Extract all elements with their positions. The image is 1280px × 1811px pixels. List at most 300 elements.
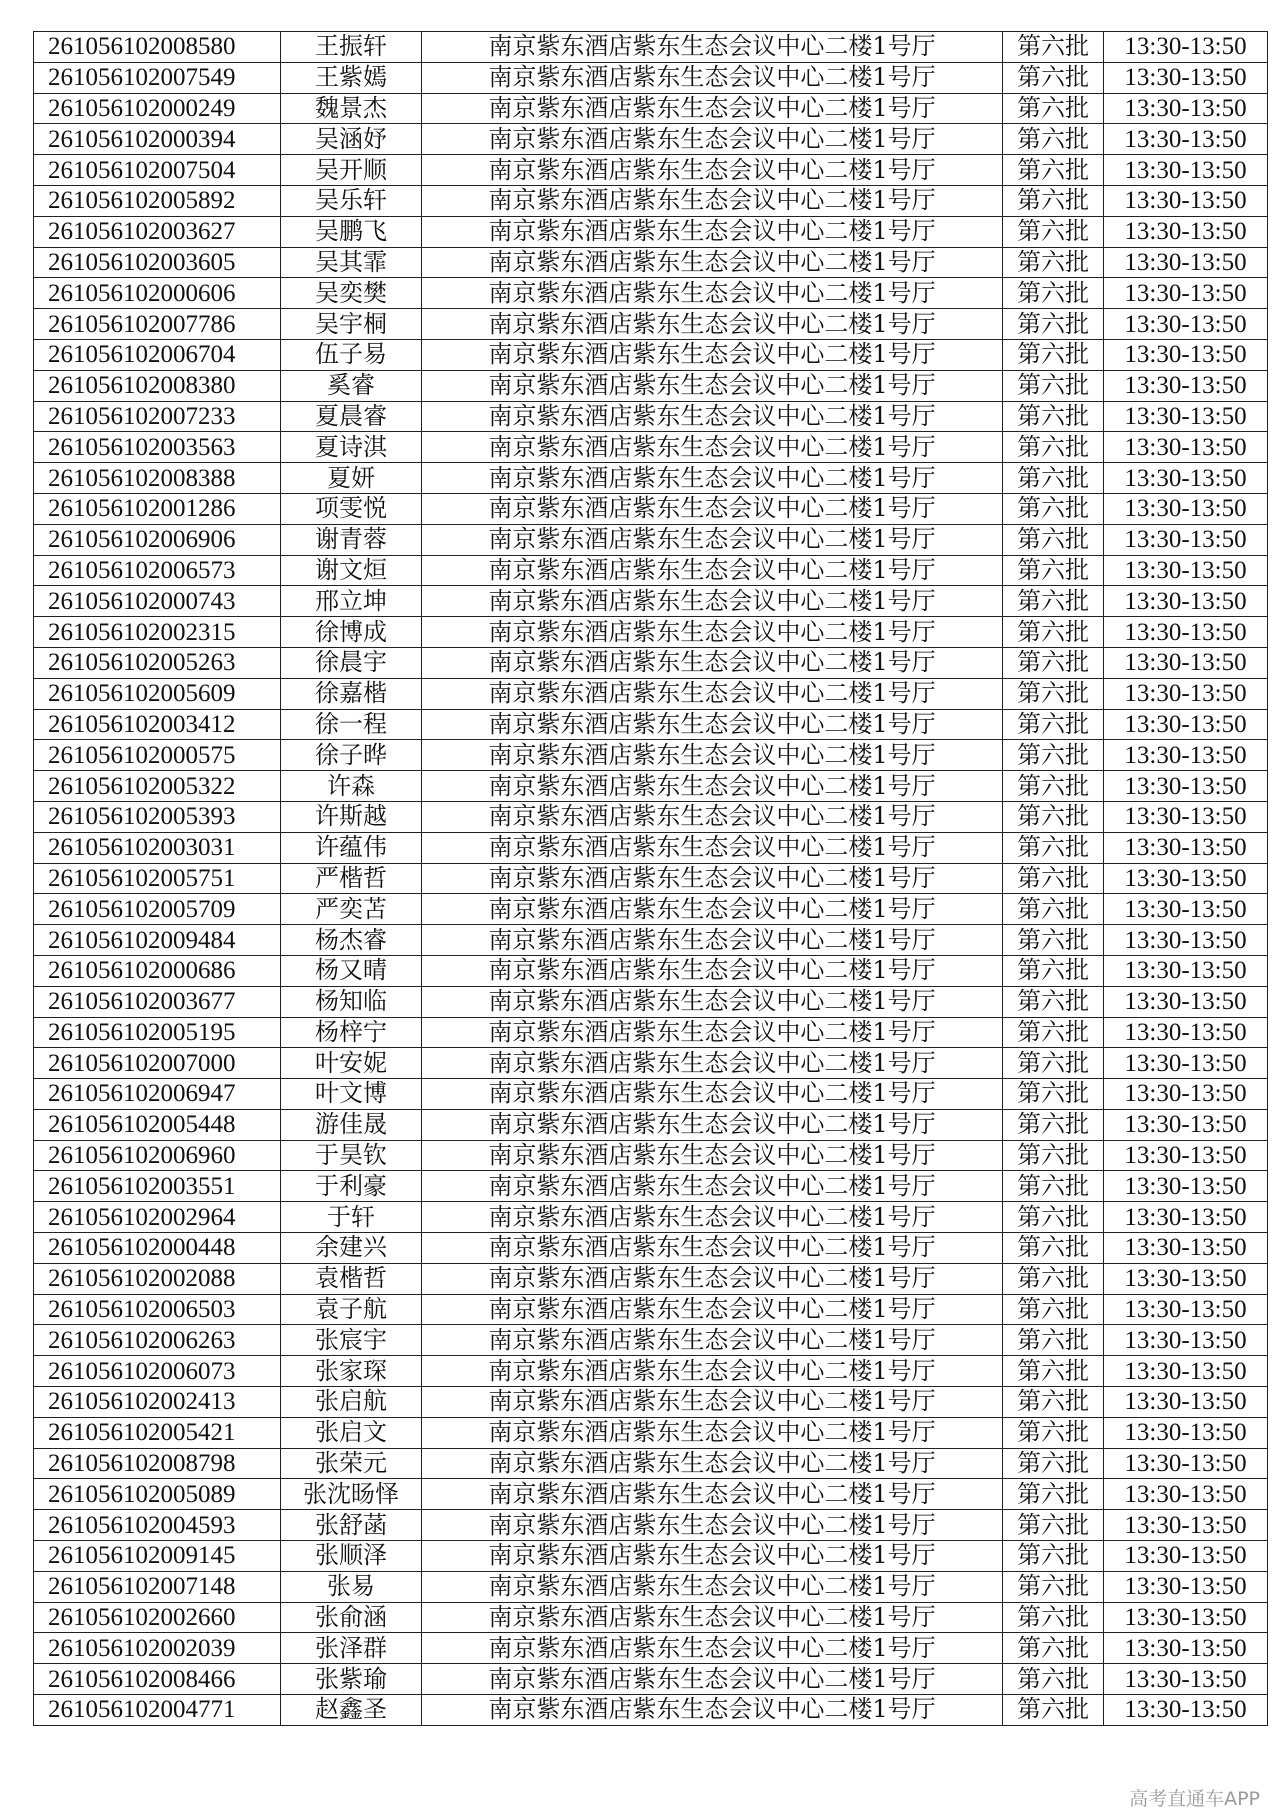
registration-id-cell: 261056102000743 xyxy=(34,586,281,617)
table-row xyxy=(34,1325,1268,1356)
time-slot-cell: 13:30-13:50 xyxy=(1104,678,1268,709)
table-row xyxy=(34,617,1268,648)
time-slot-cell: 13:30-13:50 xyxy=(1104,740,1268,771)
table-row xyxy=(34,432,1268,463)
time-slot-cell: 13:30-13:50 xyxy=(1104,1140,1268,1171)
registration-id-cell: 261056102005609 xyxy=(34,678,281,709)
time-slot-cell: 13:30-13:50 xyxy=(1104,432,1268,463)
table-row xyxy=(34,339,1268,370)
student-name-cell: 吴鹏飞 xyxy=(281,216,422,247)
student-name-cell: 吴乐轩 xyxy=(281,185,422,216)
batch-cell: 第六批 xyxy=(1003,555,1104,586)
student-name-cell: 于利豪 xyxy=(281,1171,422,1202)
time-slot-cell: 13:30-13:50 xyxy=(1104,1417,1268,1448)
venue-cell: 南京紫东酒店紫东生态会议中心二楼1号厅 xyxy=(422,1633,1003,1664)
time-slot-cell: 13:30-13:50 xyxy=(1104,1664,1268,1695)
time-slot-cell: 13:30-13:50 xyxy=(1104,309,1268,340)
time-slot-cell: 13:30-13:50 xyxy=(1104,185,1268,216)
time-slot-cell: 13:30-13:50 xyxy=(1104,370,1268,401)
batch-cell: 第六批 xyxy=(1003,1695,1104,1726)
venue-cell: 南京紫东酒店紫东生态会议中心二楼1号厅 xyxy=(422,155,1003,186)
registration-id-cell: 261056102005448 xyxy=(34,1109,281,1140)
batch-cell: 第六批 xyxy=(1003,1263,1104,1294)
table-row xyxy=(34,955,1268,986)
batch-cell: 第六批 xyxy=(1003,801,1104,832)
venue-cell: 南京紫东酒店紫东生态会议中心二楼1号厅 xyxy=(422,432,1003,463)
table-row xyxy=(34,863,1268,894)
venue-cell: 南京紫东酒店紫东生态会议中心二楼1号厅 xyxy=(422,1140,1003,1171)
registration-id-cell: 261056102005421 xyxy=(34,1417,281,1448)
venue-cell: 南京紫东酒店紫东生态会议中心二楼1号厅 xyxy=(422,124,1003,155)
time-slot-cell: 13:30-13:50 xyxy=(1104,1171,1268,1202)
batch-cell: 第六批 xyxy=(1003,124,1104,155)
batch-cell: 第六批 xyxy=(1003,986,1104,1017)
venue-cell: 南京紫东酒店紫东生态会议中心二楼1号厅 xyxy=(422,740,1003,771)
registration-id-cell: 261056102003563 xyxy=(34,432,281,463)
time-slot-cell: 13:30-13:50 xyxy=(1104,1202,1268,1233)
registration-id-cell: 261056102005195 xyxy=(34,1017,281,1048)
student-name-cell: 张启文 xyxy=(281,1417,422,1448)
table-row xyxy=(34,586,1268,617)
registration-id-cell: 261056102002660 xyxy=(34,1602,281,1633)
student-name-cell: 袁子航 xyxy=(281,1294,422,1325)
table-row xyxy=(34,1602,1268,1633)
table-row xyxy=(34,555,1268,586)
table-row xyxy=(34,93,1268,124)
time-slot-cell: 13:30-13:50 xyxy=(1104,1510,1268,1541)
time-slot-cell: 13:30-13:50 xyxy=(1104,493,1268,524)
venue-cell: 南京紫东酒店紫东生态会议中心二楼1号厅 xyxy=(422,832,1003,863)
venue-cell: 南京紫东酒店紫东生态会议中心二楼1号厅 xyxy=(422,463,1003,494)
batch-cell: 第六批 xyxy=(1003,1233,1104,1264)
student-name-cell: 张荣元 xyxy=(281,1448,422,1479)
time-slot-cell: 13:30-13:50 xyxy=(1104,1633,1268,1664)
table-row xyxy=(34,247,1268,278)
venue-cell: 南京紫东酒店紫东生态会议中心二楼1号厅 xyxy=(422,1109,1003,1140)
registration-id-cell: 261056102007148 xyxy=(34,1571,281,1602)
student-name-cell: 王紫嫣 xyxy=(281,62,422,93)
student-name-cell: 于轩 xyxy=(281,1202,422,1233)
student-name-cell: 许蕴伟 xyxy=(281,832,422,863)
registration-id-cell: 261056102000249 xyxy=(34,93,281,124)
time-slot-cell: 13:30-13:50 xyxy=(1104,1294,1268,1325)
registration-id-cell: 261056102009145 xyxy=(34,1541,281,1572)
batch-cell: 第六批 xyxy=(1003,586,1104,617)
student-name-cell: 奚睿 xyxy=(281,370,422,401)
table-row xyxy=(34,185,1268,216)
table-row xyxy=(34,1541,1268,1572)
venue-cell: 南京紫东酒店紫东生态会议中心二楼1号厅 xyxy=(422,925,1003,956)
venue-cell: 南京紫东酒店紫东生态会议中心二楼1号厅 xyxy=(422,801,1003,832)
time-slot-cell: 13:30-13:50 xyxy=(1104,647,1268,678)
registration-id-cell: 261056102006503 xyxy=(34,1294,281,1325)
registration-id-cell: 261056102008798 xyxy=(34,1448,281,1479)
table-row xyxy=(34,370,1268,401)
batch-cell: 第六批 xyxy=(1003,432,1104,463)
venue-cell: 南京紫东酒店紫东生态会议中心二楼1号厅 xyxy=(422,1664,1003,1695)
venue-cell: 南京紫东酒店紫东生态会议中心二楼1号厅 xyxy=(422,555,1003,586)
table-row xyxy=(34,771,1268,802)
batch-cell: 第六批 xyxy=(1003,1079,1104,1110)
registration-id-cell: 261056102007549 xyxy=(34,62,281,93)
student-name-cell: 张俞涵 xyxy=(281,1602,422,1633)
table-row xyxy=(34,1571,1268,1602)
venue-cell: 南京紫东酒店紫东生态会议中心二楼1号厅 xyxy=(422,678,1003,709)
batch-cell: 第六批 xyxy=(1003,1448,1104,1479)
batch-cell: 第六批 xyxy=(1003,463,1104,494)
venue-cell: 南京紫东酒店紫东生态会议中心二楼1号厅 xyxy=(422,524,1003,555)
registration-id-cell: 261056102002088 xyxy=(34,1263,281,1294)
table-row xyxy=(34,493,1268,524)
student-name-cell: 张紫瑜 xyxy=(281,1664,422,1695)
table-row xyxy=(34,832,1268,863)
time-slot-cell: 13:30-13:50 xyxy=(1104,1048,1268,1079)
venue-cell: 南京紫东酒店紫东生态会议中心二楼1号厅 xyxy=(422,401,1003,432)
student-name-cell: 叶文博 xyxy=(281,1079,422,1110)
time-slot-cell: 13:30-13:50 xyxy=(1104,1079,1268,1110)
venue-cell: 南京紫东酒店紫东生态会议中心二楼1号厅 xyxy=(422,1048,1003,1079)
batch-cell: 第六批 xyxy=(1003,1017,1104,1048)
time-slot-cell: 13:30-13:50 xyxy=(1104,524,1268,555)
time-slot-cell: 13:30-13:50 xyxy=(1104,62,1268,93)
venue-cell: 南京紫东酒店紫东生态会议中心二楼1号厅 xyxy=(422,1356,1003,1387)
registration-id-cell: 261056102005089 xyxy=(34,1479,281,1510)
watermark: 高考直通车APP xyxy=(1129,1788,1260,1810)
table-row xyxy=(34,62,1268,93)
time-slot-cell: 13:30-13:50 xyxy=(1104,1541,1268,1572)
student-name-cell: 游佳晟 xyxy=(281,1109,422,1140)
student-name-cell: 谢青蓉 xyxy=(281,524,422,555)
venue-cell: 南京紫东酒店紫东生态会议中心二楼1号厅 xyxy=(422,863,1003,894)
student-name-cell: 吴奕樊 xyxy=(281,278,422,309)
batch-cell: 第六批 xyxy=(1003,1140,1104,1171)
table-row xyxy=(34,1664,1268,1695)
venue-cell: 南京紫东酒店紫东生态会议中心二楼1号厅 xyxy=(422,617,1003,648)
venue-cell: 南京紫东酒店紫东生态会议中心二楼1号厅 xyxy=(422,1202,1003,1233)
batch-cell: 第六批 xyxy=(1003,1664,1104,1695)
table-row xyxy=(34,1079,1268,1110)
schedule-table xyxy=(33,31,1268,1726)
registration-id-cell: 261056102006263 xyxy=(34,1325,281,1356)
table-row xyxy=(34,124,1268,155)
batch-cell: 第六批 xyxy=(1003,1417,1104,1448)
registration-id-cell: 261056102006073 xyxy=(34,1356,281,1387)
table-row xyxy=(34,401,1268,432)
venue-cell: 南京紫东酒店紫东生态会议中心二楼1号厅 xyxy=(422,647,1003,678)
registration-id-cell: 261056102004771 xyxy=(34,1695,281,1726)
table-row xyxy=(34,1109,1268,1140)
student-name-cell: 吴开顺 xyxy=(281,155,422,186)
venue-cell: 南京紫东酒店紫东生态会议中心二楼1号厅 xyxy=(422,278,1003,309)
student-name-cell: 张泽群 xyxy=(281,1633,422,1664)
venue-cell: 南京紫东酒店紫东生态会议中心二楼1号厅 xyxy=(422,955,1003,986)
table-row xyxy=(34,1202,1268,1233)
registration-id-cell: 261056102006960 xyxy=(34,1140,281,1171)
time-slot-cell: 13:30-13:50 xyxy=(1104,216,1268,247)
venue-cell: 南京紫东酒店紫东生态会议中心二楼1号厅 xyxy=(422,586,1003,617)
time-slot-cell: 13:30-13:50 xyxy=(1104,1602,1268,1633)
venue-cell: 南京紫东酒店紫东生态会议中心二楼1号厅 xyxy=(422,32,1003,63)
table-row xyxy=(34,647,1268,678)
registration-id-cell: 261056102003677 xyxy=(34,986,281,1017)
venue-cell: 南京紫东酒店紫东生态会议中心二楼1号厅 xyxy=(422,1263,1003,1294)
venue-cell: 南京紫东酒店紫东生态会议中心二楼1号厅 xyxy=(422,1448,1003,1479)
batch-cell: 第六批 xyxy=(1003,93,1104,124)
table-row xyxy=(34,709,1268,740)
table-row xyxy=(34,1356,1268,1387)
registration-id-cell: 261056102007000 xyxy=(34,1048,281,1079)
student-name-cell: 严楷哲 xyxy=(281,863,422,894)
time-slot-cell: 13:30-13:50 xyxy=(1104,1109,1268,1140)
registration-id-cell: 261056102008580 xyxy=(34,32,281,63)
student-name-cell: 许斯越 xyxy=(281,801,422,832)
time-slot-cell: 13:30-13:50 xyxy=(1104,832,1268,863)
table-row xyxy=(34,216,1268,247)
venue-cell: 南京紫东酒店紫东生态会议中心二楼1号厅 xyxy=(422,1294,1003,1325)
venue-cell: 南京紫东酒店紫东生态会议中心二楼1号厅 xyxy=(422,370,1003,401)
student-name-cell: 杨梓宁 xyxy=(281,1017,422,1048)
table-row xyxy=(34,1294,1268,1325)
time-slot-cell: 13:30-13:50 xyxy=(1104,32,1268,63)
student-name-cell: 袁楷哲 xyxy=(281,1263,422,1294)
time-slot-cell: 13:30-13:50 xyxy=(1104,771,1268,802)
batch-cell: 第六批 xyxy=(1003,894,1104,925)
student-name-cell: 张宸宇 xyxy=(281,1325,422,1356)
venue-cell: 南京紫东酒店紫东生态会议中心二楼1号厅 xyxy=(422,493,1003,524)
batch-cell: 第六批 xyxy=(1003,832,1104,863)
batch-cell: 第六批 xyxy=(1003,647,1104,678)
student-name-cell: 王振轩 xyxy=(281,32,422,63)
registration-id-cell: 261056102007233 xyxy=(34,401,281,432)
table-row xyxy=(34,1048,1268,1079)
batch-cell: 第六批 xyxy=(1003,771,1104,802)
time-slot-cell: 13:30-13:50 xyxy=(1104,555,1268,586)
registration-id-cell: 261056102009484 xyxy=(34,925,281,956)
student-name-cell: 徐晨宇 xyxy=(281,647,422,678)
time-slot-cell: 13:30-13:50 xyxy=(1104,155,1268,186)
table-row xyxy=(34,925,1268,956)
registration-id-cell: 261056102005892 xyxy=(34,185,281,216)
student-name-cell: 张舒菡 xyxy=(281,1510,422,1541)
batch-cell: 第六批 xyxy=(1003,1571,1104,1602)
time-slot-cell: 13:30-13:50 xyxy=(1104,124,1268,155)
student-name-cell: 张启航 xyxy=(281,1387,422,1418)
time-slot-cell: 13:30-13:50 xyxy=(1104,1325,1268,1356)
venue-cell: 南京紫东酒店紫东生态会议中心二楼1号厅 xyxy=(422,93,1003,124)
venue-cell: 南京紫东酒店紫东生态会议中心二楼1号厅 xyxy=(422,1479,1003,1510)
registration-id-cell: 261056102006947 xyxy=(34,1079,281,1110)
batch-cell: 第六批 xyxy=(1003,1202,1104,1233)
table-row xyxy=(34,1479,1268,1510)
registration-id-cell: 261056102008466 xyxy=(34,1664,281,1695)
table-row xyxy=(34,1695,1268,1726)
table-body xyxy=(34,32,1268,1726)
registration-id-cell: 261056102006906 xyxy=(34,524,281,555)
student-name-cell: 徐子晔 xyxy=(281,740,422,771)
batch-cell: 第六批 xyxy=(1003,1048,1104,1079)
registration-id-cell: 261056102006704 xyxy=(34,339,281,370)
batch-cell: 第六批 xyxy=(1003,278,1104,309)
student-name-cell: 张沈旸怿 xyxy=(281,1479,422,1510)
registration-id-cell: 261056102006573 xyxy=(34,555,281,586)
time-slot-cell: 13:30-13:50 xyxy=(1104,247,1268,278)
student-name-cell: 吴涵妤 xyxy=(281,124,422,155)
batch-cell: 第六批 xyxy=(1003,1541,1104,1572)
venue-cell: 南京紫东酒店紫东生态会议中心二楼1号厅 xyxy=(422,247,1003,278)
time-slot-cell: 13:30-13:50 xyxy=(1104,986,1268,1017)
student-name-cell: 徐嘉楷 xyxy=(281,678,422,709)
registration-id-cell: 261056102002964 xyxy=(34,1202,281,1233)
registration-id-cell: 261056102003627 xyxy=(34,216,281,247)
time-slot-cell: 13:30-13:50 xyxy=(1104,894,1268,925)
table-row xyxy=(34,1510,1268,1541)
batch-cell: 第六批 xyxy=(1003,1479,1104,1510)
registration-id-cell: 261056102007504 xyxy=(34,155,281,186)
venue-cell: 南京紫东酒店紫东生态会议中心二楼1号厅 xyxy=(422,894,1003,925)
time-slot-cell: 13:30-13:50 xyxy=(1104,463,1268,494)
batch-cell: 第六批 xyxy=(1003,1387,1104,1418)
registration-id-cell: 261056102005393 xyxy=(34,801,281,832)
registration-id-cell: 261056102003031 xyxy=(34,832,281,863)
batch-cell: 第六批 xyxy=(1003,678,1104,709)
student-name-cell: 杨知临 xyxy=(281,986,422,1017)
time-slot-cell: 13:30-13:50 xyxy=(1104,1479,1268,1510)
student-name-cell: 吴其霏 xyxy=(281,247,422,278)
venue-cell: 南京紫东酒店紫东生态会议中心二楼1号厅 xyxy=(422,1233,1003,1264)
student-name-cell: 张顺泽 xyxy=(281,1541,422,1572)
batch-cell: 第六批 xyxy=(1003,1109,1104,1140)
venue-cell: 南京紫东酒店紫东生态会议中心二楼1号厅 xyxy=(422,339,1003,370)
student-name-cell: 严奕苫 xyxy=(281,894,422,925)
batch-cell: 第六批 xyxy=(1003,32,1104,63)
table-row xyxy=(34,1417,1268,1448)
registration-id-cell: 261056102005322 xyxy=(34,771,281,802)
batch-cell: 第六批 xyxy=(1003,1510,1104,1541)
table-row xyxy=(34,1233,1268,1264)
table-row xyxy=(34,1171,1268,1202)
student-name-cell: 杨又晴 xyxy=(281,955,422,986)
batch-cell: 第六批 xyxy=(1003,185,1104,216)
time-slot-cell: 13:30-13:50 xyxy=(1104,339,1268,370)
time-slot-cell: 13:30-13:50 xyxy=(1104,401,1268,432)
registration-id-cell: 261056102002039 xyxy=(34,1633,281,1664)
student-name-cell: 许森 xyxy=(281,771,422,802)
table-row xyxy=(34,1387,1268,1418)
registration-id-cell: 261056102000686 xyxy=(34,955,281,986)
registration-id-cell: 261056102004593 xyxy=(34,1510,281,1541)
time-slot-cell: 13:30-13:50 xyxy=(1104,1233,1268,1264)
registration-id-cell: 261056102005263 xyxy=(34,647,281,678)
time-slot-cell: 13:30-13:50 xyxy=(1104,1695,1268,1726)
registration-id-cell: 261056102000606 xyxy=(34,278,281,309)
registration-id-cell: 261056102005709 xyxy=(34,894,281,925)
batch-cell: 第六批 xyxy=(1003,1356,1104,1387)
registration-id-cell: 261056102002413 xyxy=(34,1387,281,1418)
time-slot-cell: 13:30-13:50 xyxy=(1104,617,1268,648)
registration-id-cell: 261056102008388 xyxy=(34,463,281,494)
student-name-cell: 夏晨睿 xyxy=(281,401,422,432)
student-name-cell: 张家琛 xyxy=(281,1356,422,1387)
venue-cell: 南京紫东酒店紫东生态会议中心二楼1号厅 xyxy=(422,1695,1003,1726)
table-row xyxy=(34,894,1268,925)
batch-cell: 第六批 xyxy=(1003,493,1104,524)
batch-cell: 第六批 xyxy=(1003,309,1104,340)
batch-cell: 第六批 xyxy=(1003,247,1104,278)
table-row xyxy=(34,278,1268,309)
registration-id-cell: 261056102000394 xyxy=(34,124,281,155)
venue-cell: 南京紫东酒店紫东生态会议中心二楼1号厅 xyxy=(422,1387,1003,1418)
student-name-cell: 邢立坤 xyxy=(281,586,422,617)
venue-cell: 南京紫东酒店紫东生态会议中心二楼1号厅 xyxy=(422,1417,1003,1448)
time-slot-cell: 13:30-13:50 xyxy=(1104,1448,1268,1479)
student-name-cell: 伍子易 xyxy=(281,339,422,370)
time-slot-cell: 13:30-13:50 xyxy=(1104,1017,1268,1048)
batch-cell: 第六批 xyxy=(1003,863,1104,894)
student-name-cell: 魏景杰 xyxy=(281,93,422,124)
student-name-cell: 于昊钦 xyxy=(281,1140,422,1171)
batch-cell: 第六批 xyxy=(1003,740,1104,771)
registration-id-cell: 261056102008380 xyxy=(34,370,281,401)
batch-cell: 第六批 xyxy=(1003,62,1104,93)
registration-id-cell: 261056102000575 xyxy=(34,740,281,771)
student-name-cell: 叶安妮 xyxy=(281,1048,422,1079)
time-slot-cell: 13:30-13:50 xyxy=(1104,925,1268,956)
venue-cell: 南京紫东酒店紫东生态会议中心二楼1号厅 xyxy=(422,709,1003,740)
batch-cell: 第六批 xyxy=(1003,1171,1104,1202)
batch-cell: 第六批 xyxy=(1003,1294,1104,1325)
registration-id-cell: 261056102003605 xyxy=(34,247,281,278)
table-row xyxy=(34,155,1268,186)
table-row xyxy=(34,1633,1268,1664)
time-slot-cell: 13:30-13:50 xyxy=(1104,586,1268,617)
student-name-cell: 余建兴 xyxy=(281,1233,422,1264)
table-row xyxy=(34,740,1268,771)
venue-cell: 南京紫东酒店紫东生态会议中心二楼1号厅 xyxy=(422,1602,1003,1633)
time-slot-cell: 13:30-13:50 xyxy=(1104,955,1268,986)
batch-cell: 第六批 xyxy=(1003,524,1104,555)
registration-id-cell: 261056102001286 xyxy=(34,493,281,524)
venue-cell: 南京紫东酒店紫东生态会议中心二楼1号厅 xyxy=(422,185,1003,216)
venue-cell: 南京紫东酒店紫东生态会议中心二楼1号厅 xyxy=(422,1171,1003,1202)
student-name-cell: 赵鑫圣 xyxy=(281,1695,422,1726)
table-row xyxy=(34,678,1268,709)
time-slot-cell: 13:30-13:50 xyxy=(1104,1263,1268,1294)
batch-cell: 第六批 xyxy=(1003,617,1104,648)
batch-cell: 第六批 xyxy=(1003,1602,1104,1633)
student-name-cell: 徐博成 xyxy=(281,617,422,648)
time-slot-cell: 13:30-13:50 xyxy=(1104,801,1268,832)
table-row xyxy=(34,309,1268,340)
batch-cell: 第六批 xyxy=(1003,216,1104,247)
batch-cell: 第六批 xyxy=(1003,1325,1104,1356)
student-name-cell: 吴宇桐 xyxy=(281,309,422,340)
batch-cell: 第六批 xyxy=(1003,401,1104,432)
time-slot-cell: 13:30-13:50 xyxy=(1104,93,1268,124)
batch-cell: 第六批 xyxy=(1003,925,1104,956)
batch-cell: 第六批 xyxy=(1003,1633,1104,1664)
batch-cell: 第六批 xyxy=(1003,955,1104,986)
registration-id-cell: 261056102003551 xyxy=(34,1171,281,1202)
batch-cell: 第六批 xyxy=(1003,709,1104,740)
venue-cell: 南京紫东酒店紫东生态会议中心二楼1号厅 xyxy=(422,1017,1003,1048)
table-row xyxy=(34,524,1268,555)
venue-cell: 南京紫东酒店紫东生态会议中心二楼1号厅 xyxy=(422,1325,1003,1356)
time-slot-cell: 13:30-13:50 xyxy=(1104,1571,1268,1602)
registration-id-cell: 261056102007786 xyxy=(34,309,281,340)
venue-cell: 南京紫东酒店紫东生态会议中心二楼1号厅 xyxy=(422,986,1003,1017)
venue-cell: 南京紫东酒店紫东生态会议中心二楼1号厅 xyxy=(422,771,1003,802)
registration-id-cell: 261056102003412 xyxy=(34,709,281,740)
